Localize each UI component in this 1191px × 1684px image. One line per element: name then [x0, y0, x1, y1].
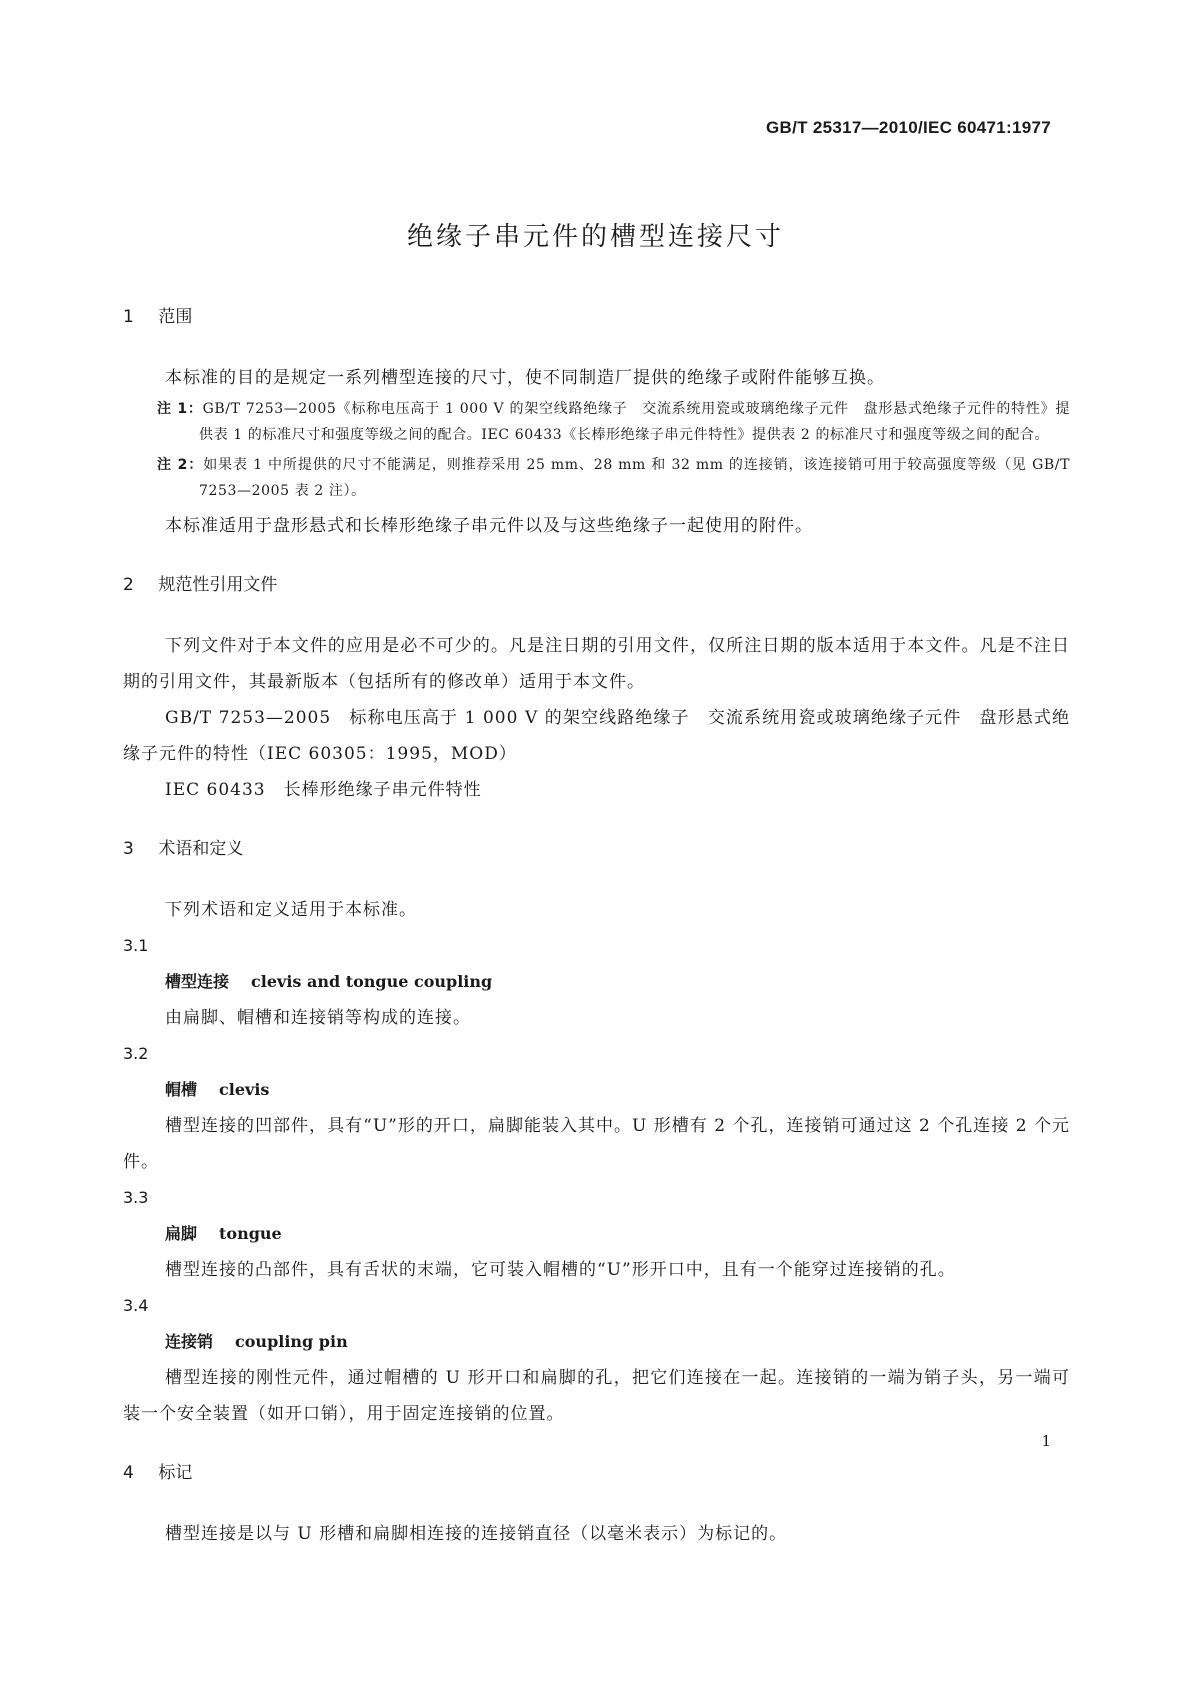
section-2-heading	[123, 568, 1070, 602]
term-number: 3.3	[123, 1188, 149, 1207]
term-title-zh: 扁脚	[165, 1224, 198, 1243]
scope-applicability-paragraph: 本标准适用于盘形悬式和长棒形绝缘子串元件以及与这些绝缘子一起使用的附件。	[165, 516, 813, 536]
reference-item: IEC 60433 长棒形绝缘子串元件特性	[165, 780, 482, 800]
term-title-zh: 槽型连接	[165, 972, 230, 991]
term-title-en: clevis and tongue coupling	[251, 972, 493, 991]
note-text: GB/T 7253—2005《标称电压高于 1 000 V 的架空线路绝缘子 交流系统用瓷或玻璃绝缘子元件 盘形悬式绝缘子元件的特性》提供表 1 的标准尺寸和强度等级之间的配合。IEC 60433《长棒形绝缘子串元件特性》提供表 2 的标准尺寸和强度等级之间的配合。	[199, 401, 1070, 443]
term-definition: 槽型连接的刚性元件，通过帽槽的 U 形开口和扁脚的孔，把它们连接在一起。连接销的一端为销子头，另一端可装一个安全装置（如开口销），用于固定连接销的位置。	[123, 1368, 1070, 1424]
document-body	[123, 300, 1070, 1552]
section-title: 标记	[158, 1463, 193, 1483]
term-number: 3.1	[123, 936, 149, 955]
note-label: 注 1：	[157, 401, 203, 417]
marking-paragraph: 槽型连接是以与 U 形槽和扁脚相连接的连接销直径（以毫米表示）为标记的。	[165, 1524, 788, 1544]
term-title-en: tongue	[219, 1224, 282, 1243]
standard-code: GB/T 25317—2010/IEC 60471:1977	[766, 118, 1051, 137]
term-title-zh: 帽槽	[165, 1080, 198, 1099]
term-title	[123, 964, 1070, 1000]
section-4-heading	[123, 1456, 1070, 1490]
section-title: 术语和定义	[158, 839, 244, 859]
term-number: 3.2	[123, 1044, 149, 1063]
section-3-heading	[123, 832, 1070, 866]
term-title-en: coupling pin	[235, 1332, 348, 1351]
page-number: 1	[1041, 1432, 1051, 1450]
term-definition: 由扁脚、帽槽和连接销等构成的连接。	[165, 1008, 471, 1028]
references-intro-paragraph: 下列文件对于本文件的应用是必不可少的。凡是注日期的引用文件，仅所注日期的版本适用于本文件。凡是不注日期的引用文件，其最新版本（包括所有的修改单）适用于本文件。	[123, 636, 1070, 692]
term-title	[123, 1072, 1070, 1108]
reference-item: GB/T 7253—2005 标称电压高于 1 000 V 的架空线路绝缘子 交流系统用瓷或玻璃绝缘子元件 盘形悬式绝缘子元件的特性（IEC 60305：1995，MOD）	[123, 708, 1070, 764]
section-title: 规范性引用文件	[158, 575, 278, 595]
section-number: 3	[123, 839, 134, 859]
section-number: 1	[123, 307, 134, 327]
term-number: 3.4	[123, 1296, 149, 1315]
scope-paragraph: 本标准的目的是规定一系列槽型连接的尺寸，使不同制造厂提供的绝缘子或附件能够互换。	[165, 368, 885, 388]
term-definition: 槽型连接的凸部件，具有舌状的末端，它可装入帽槽的“U”形开口中，且有一个能穿过连接销的孔。	[165, 1260, 956, 1280]
section-number: 4	[123, 1463, 134, 1483]
terms-intro-paragraph: 下列术语和定义适用于本标准。	[165, 900, 417, 920]
term-title-en: clevis	[219, 1080, 270, 1099]
term-title	[123, 1216, 1070, 1252]
term-definition: 槽型连接的凹部件，具有“U”形的开口，扁脚能装入其中。U 形槽有 2 个孔，连接销可通过这 2 个孔连接 2 个元件。	[123, 1116, 1070, 1172]
note-1	[123, 396, 1070, 448]
note-2	[123, 452, 1070, 504]
section-number: 2	[123, 575, 134, 595]
note-label: 注 2：	[157, 457, 204, 473]
section-1-heading	[123, 300, 1070, 334]
document-title: 绝缘子串元件的槽型连接尺寸	[406, 222, 784, 252]
note-text: 如果表 1 中所提供的尺寸不能满足，则推荐采用 25 mm、28 mm 和 32 mm 的连接销，该连接销可用于较高强度等级（见 GB/T 7253—2005 表 2 注）。	[199, 457, 1071, 499]
term-title-zh: 连接销	[165, 1332, 214, 1351]
section-title: 范围	[158, 307, 193, 327]
term-title	[123, 1324, 1070, 1360]
